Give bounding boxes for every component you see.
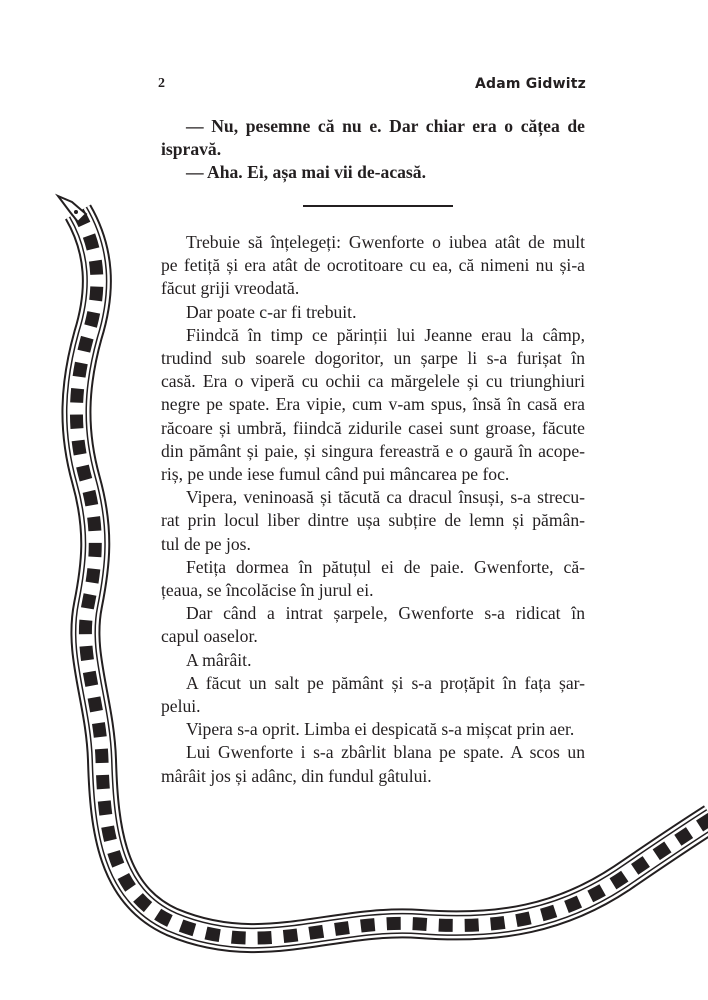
dialogue-block — [161, 115, 585, 184]
text-line: răcoare și umbră, fiindcă zidurile casei sunt groase, făcute — [161, 417, 585, 438]
text-line: negre pe spate. Era vipie, cum v-am spus, însă în casă era — [161, 394, 585, 415]
text-line: rat prin locul liber dintre ușa subțire de lemn și pămân- — [161, 510, 585, 531]
text-line: țeaua, se încolăcise în jurul ei. — [161, 580, 374, 601]
paragraph — [161, 556, 585, 602]
text-line: Fiindcă în timp ce părinții lui Jeanne erau la câmp, — [186, 324, 585, 345]
body-text — [161, 231, 585, 788]
text-line: din pământ și paie, și singura fereastră e o gaură în acope- — [161, 440, 585, 461]
text-line: ispravă. — [161, 139, 222, 159]
paragraph — [161, 672, 585, 718]
text-line: Vipera, veninoasă și tăcută ca dracul însuși, s-a strecu- — [186, 487, 585, 508]
paragraph — [161, 301, 585, 324]
text-line: Vipera s-a oprit. Limba ei despicată s-a mișcat prin aer. — [186, 719, 575, 740]
text-line: trudind sub soarele dogoritor, un șarpe li s-a furișat în — [161, 348, 585, 369]
text-line: pe fetiță și era atât de ocrotitoare cu ea, că nimeni nu și-a — [161, 255, 585, 276]
paragraph — [161, 718, 585, 741]
text-line: — Aha. Ei, așa mai vii de-acasă. — [186, 162, 426, 182]
text-line: A făcut un salt pe pământ și s-a proțăpit în fața șar- — [186, 672, 585, 693]
text-line: tul de pe jos. — [161, 533, 251, 554]
text-line: Fetița dormea în pătuțul ei de paie. Gwenforte, că- — [186, 556, 585, 577]
text-line: Trebuie să înțelegeți: Gwenforte o iubea atât de mult — [186, 232, 585, 252]
text-line: Lui Gwenforte i s-a zbârlit blana pe spate. A scos un — [186, 742, 585, 763]
text-line: Dar când a intrat șarpele, Gwenforte s-a ridicat în — [186, 603, 585, 624]
text-line: pelui. — [161, 696, 201, 717]
text-line: Dar poate c-ar fi trebuit. — [186, 301, 357, 322]
text-line: făcut griji vreodată. — [161, 278, 300, 299]
paragraph — [161, 602, 585, 648]
text-line: — Nu, pesemne că nu e. Dar chiar era o cățea de — [186, 116, 585, 136]
paragraph — [161, 324, 585, 486]
paragraph — [161, 231, 585, 301]
paragraph — [161, 649, 585, 672]
text-line: A mârâit. — [186, 649, 252, 670]
text-line: capul oaselor. — [161, 626, 258, 647]
running-header-author: Adam Gidwitz — [474, 76, 586, 92]
page-number: 2 — [158, 76, 165, 91]
paragraph — [161, 486, 585, 556]
section-divider — [303, 205, 453, 207]
text-line: riș, pe unde iese fumul când pui mâncarea pe foc. — [161, 464, 510, 485]
text-line: mârâit jos și adânc, din fundul gâtului. — [161, 765, 432, 786]
paragraph — [161, 741, 585, 787]
text-line: casă. Era o viperă cu ochii ca mărgelele și cu triunghiuri — [161, 371, 585, 392]
